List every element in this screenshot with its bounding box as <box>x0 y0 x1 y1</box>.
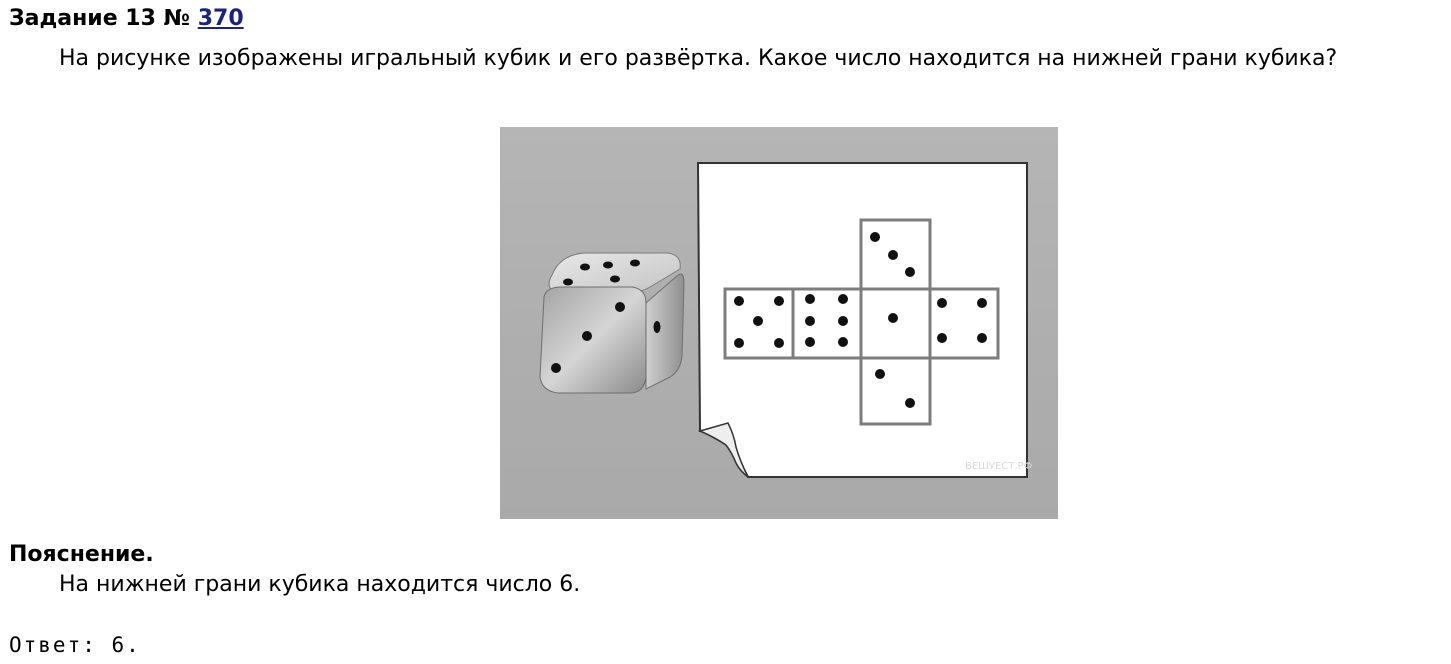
die-right-pip <box>654 321 661 333</box>
task-label: Задание 13 № <box>9 6 191 31</box>
question-text: На рисунке изображены игральный кубик и его развёртка. Какое число находится на нижней грани кубика? <box>59 46 1338 71</box>
explanation-heading: Пояснение. <box>9 542 154 567</box>
explanation-text: На нижней грани кубика находится число 6. <box>59 572 581 597</box>
answer-text: Ответ: 6. <box>9 633 141 657</box>
task-number-link[interactable]: 370 <box>197 6 244 31</box>
die-front-face <box>540 287 646 393</box>
watermark-text: ВЕШУЕСТ.РФ <box>965 461 1033 472</box>
task-header <box>9 4 244 34</box>
dice-figure <box>500 127 1058 519</box>
dice-figure-svg <box>500 127 1058 519</box>
die-3d <box>540 253 684 393</box>
